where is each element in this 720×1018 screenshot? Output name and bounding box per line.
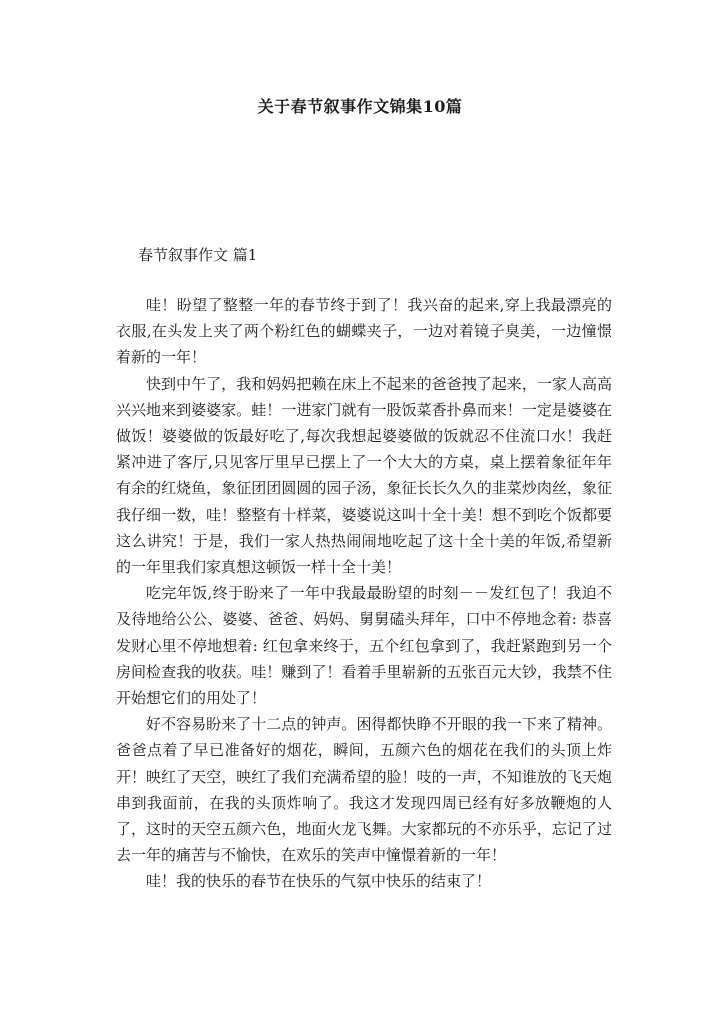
section-heading: 春节叙事作文 篇1 <box>138 246 258 264</box>
paragraph: 吃完年饭,终于盼来了一年中我最最盼望的时刻－－发红包了！我迫不及待地给公公、婆婆、爸爸、妈妈、舅舅磕头拜年，口中不停地念着: 恭喜发财心里不停地想着: 红包拿来终于，五个红包拿到了，我赶紧跑到另一个房间检查我的收获。哇！赚到了！看着手里崭新的五张百元大钞，我禁不住开始想它们的用处了！ <box>116 584 612 708</box>
paragraph: 哇！盼望了整整一年的春节终于到了！我兴奋的起来,穿上我最漂亮的衣服,在头发上夹了两个粉红色的蝴蝶夹子，一边对着镜子臭美，一边憧憬着新的一年！ <box>116 296 612 367</box>
article-body <box>116 292 612 895</box>
paragraph: 哇！我的快乐的春节在快乐的气氛中快乐的结束了！ <box>146 872 492 891</box>
document-title: 关于春节叙事作文锦集10篇 <box>257 97 463 116</box>
paragraph: 快到中午了，我和妈妈把赖在床上不起来的爸爸拽了起来，一家人高高兴兴地来到婆婆家。蛙！一进家门就有一股饭菜香扑鼻而来！一定是婆婆在做饭！婆婆做的饭最好吃了,每次我想起婆婆做的饭就忍不住流口水！我赶紧冲进了客厅,只见客厅里早已摆上了一个大大的方桌，桌上摆着象征年年有余的红烧鱼，象征团团圆圆的园子汤，象征长长久久的韭菜炒肉丝，象征我仔细一数，哇！整整有十样菜，婆婆说这叫十全十美！想不到吃个饭都要这么讲究！于是，我们一家人热热闹闹地吃起了这十全十美的年饭,希望新的一年里我们家真想这顿饭一样十全十美！ <box>116 374 612 577</box>
paragraph: 好不容易盼来了十二点的钟声。困得都快睁不开眼的我一下来了精神。爸爸点着了早已准备好的烟花，瞬间，五颜六色的烟花在我们的头顶上炸开！映红了天空，映红了我们充满希望的脸！吱的一声，不知谁放的飞天炮串到我面前，在我的头顶炸响了。我这才发现四周已经有好多放鞭炮的人了，这时的天空五颜六色，地面火龙飞舞。大家都玩的不亦乐乎，忘记了过去一年的痛苦与不愉快，在欢乐的笑声中憧憬着新的一年！ <box>116 715 612 865</box>
